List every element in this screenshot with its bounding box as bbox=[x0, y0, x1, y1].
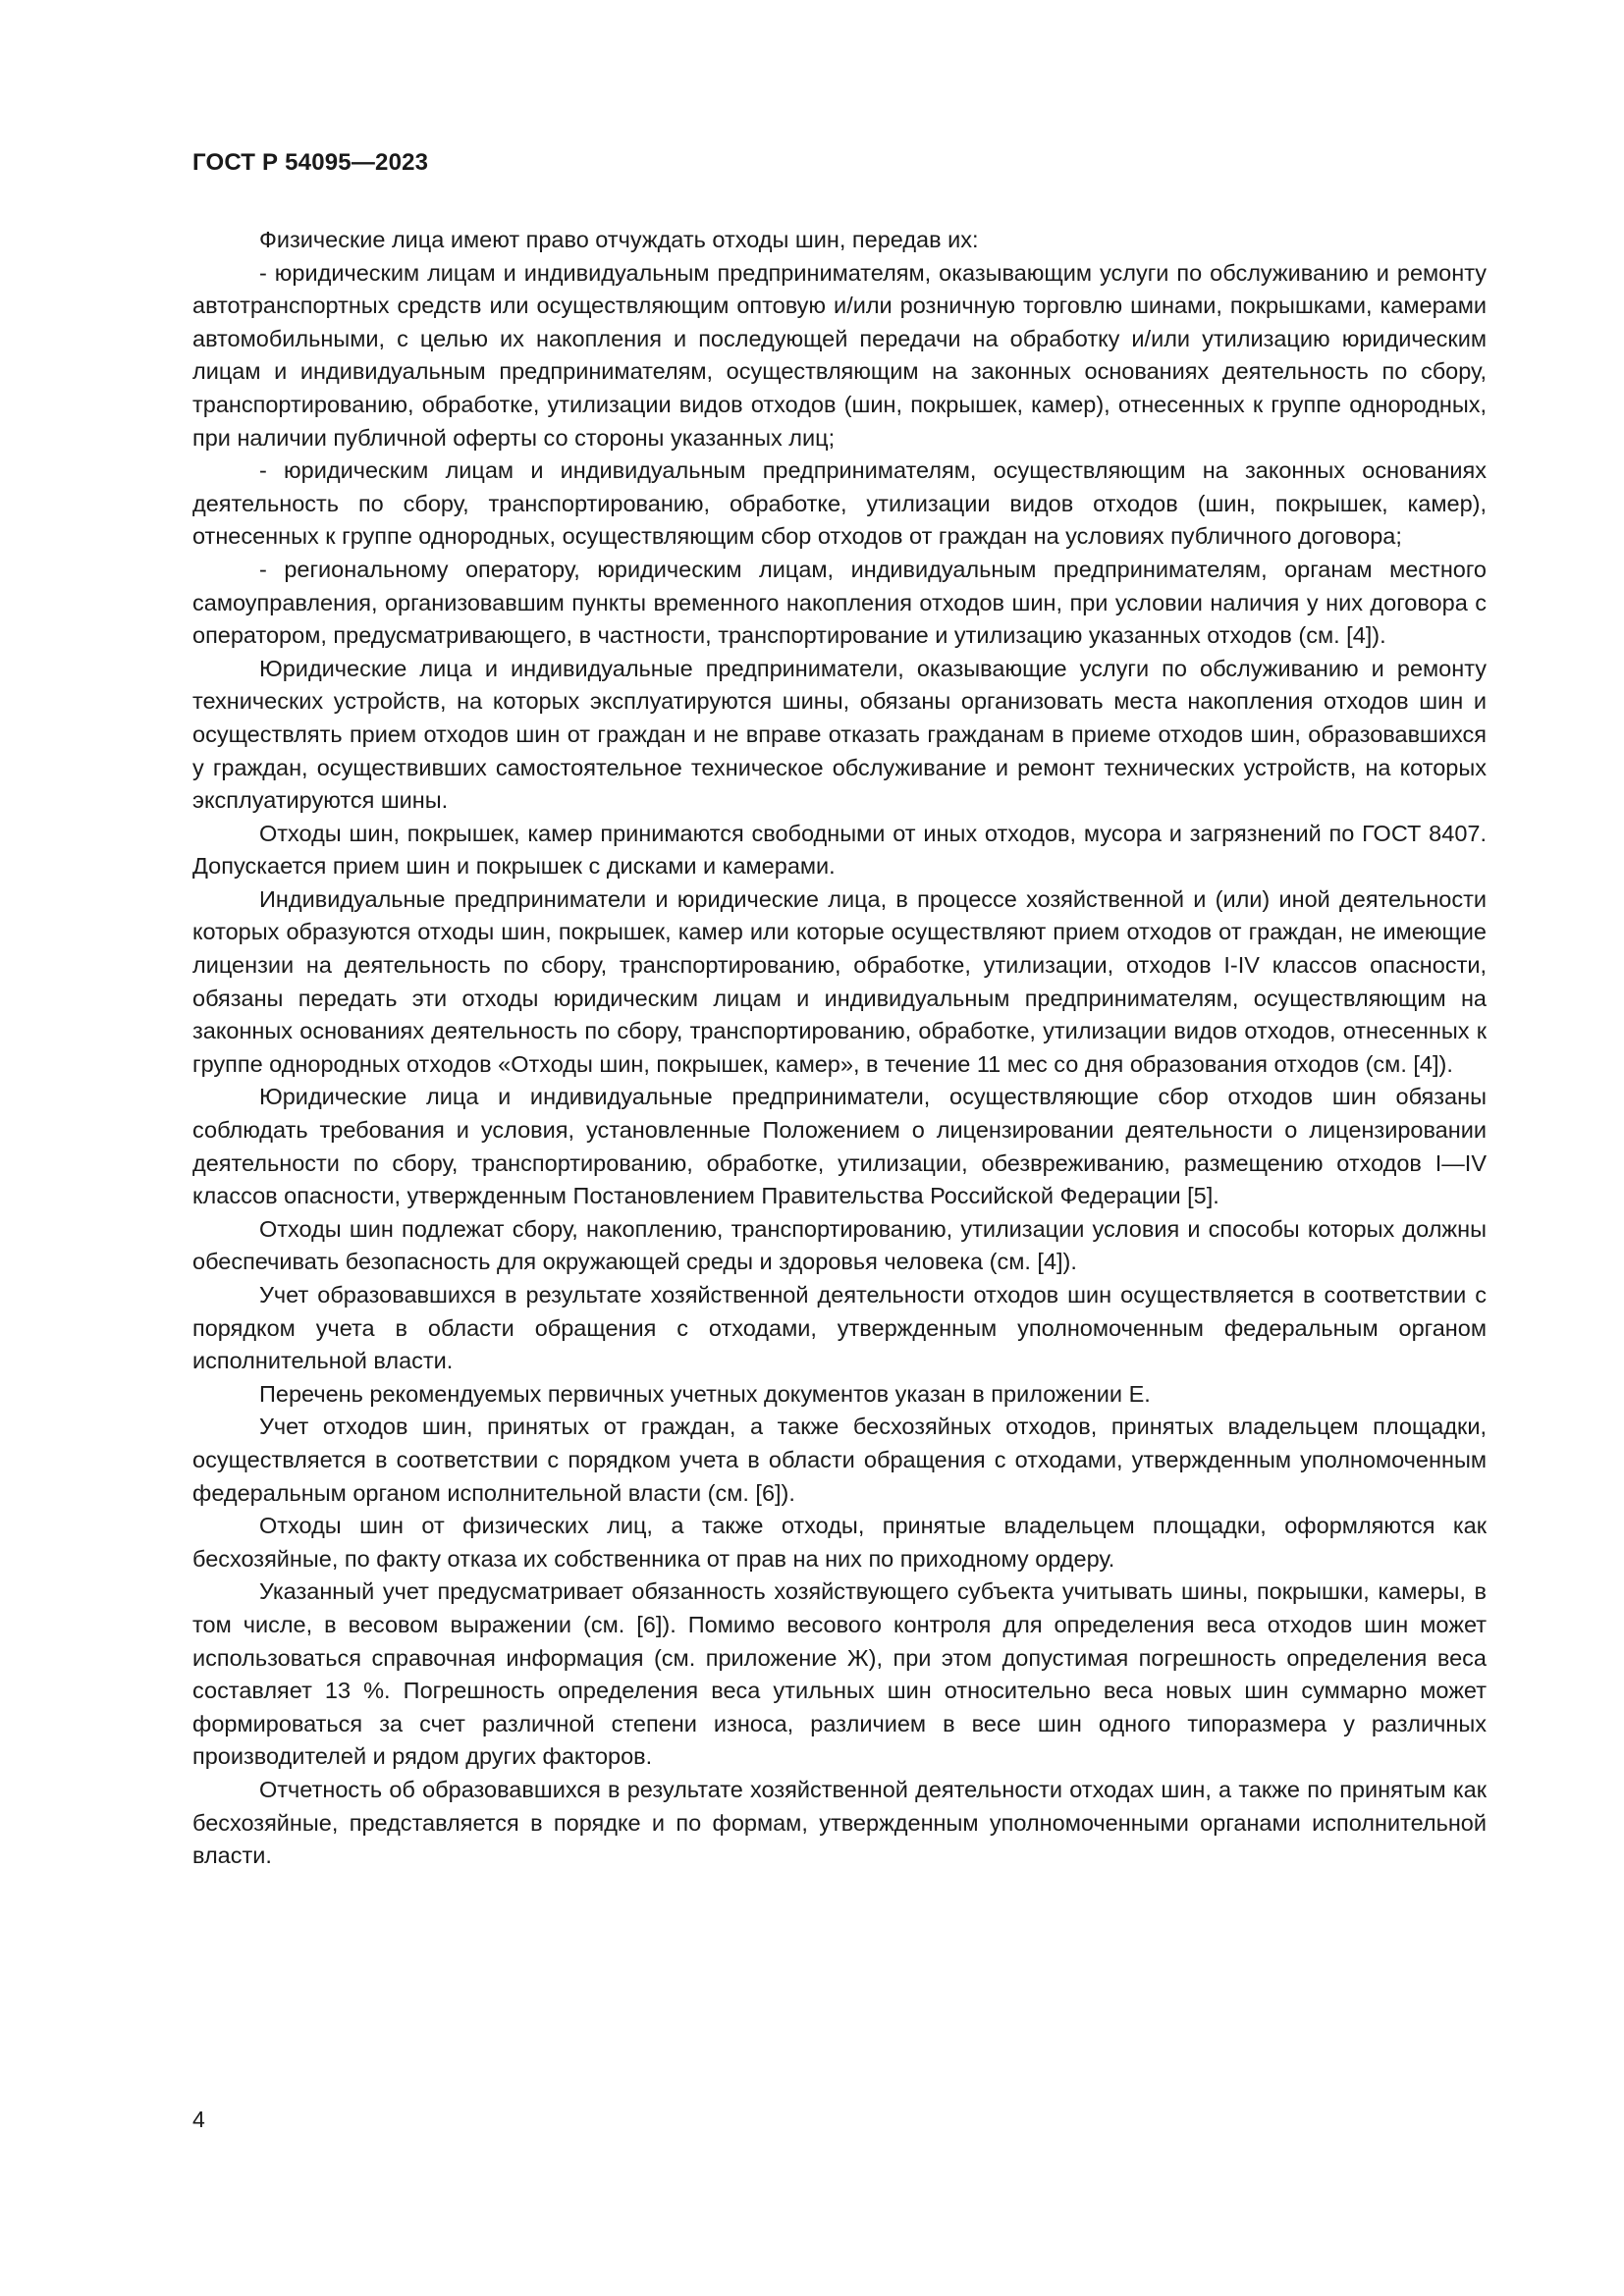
paragraph: Отходы шин, покрышек, камер принимаются свободными от иных отходов, мусора и загрязнений по ГОСТ 8407. Допускается прием шин и покрышек с дисками и камерами. bbox=[192, 820, 1487, 880]
document-body bbox=[192, 224, 1487, 1873]
page-number: 4 bbox=[192, 2107, 205, 2132]
standard-header: ГОСТ Р 54095—2023 bbox=[192, 149, 429, 176]
paragraph: Юридические лица и индивидуальные предприниматели, оказывающие услуги по обслуживанию и ремонту технических устройств, на которых эксплуатируются шины, обязаны организовать места накопления отходов шин и осуществлять прием отходов шин от граждан и не вправе отказать гражданам в приеме отходов шин, образовавшихся у граждан, осуществивших самостоятельное техническое обслуживание и ремонт технических устройств, на которых эксплуатируются шины. bbox=[192, 655, 1487, 814]
paragraph: - юридическим лицам и индивидуальным предпринимателям, осуществляющим на законных основаниях деятельность по сбору, транспортированию, обработке, утилизации видов отходов (шин, покрышек, камер), отнесенных к группе однородных, осуществляющим сбор отходов от граждан на условиях публичного договора; bbox=[192, 457, 1487, 550]
paragraph: Отчетность об образовавшихся в результате хозяйственной деятельности отходах шин, а также по принятым как бесхозяйные, представляется в порядке и по формам, утвержденным уполномоченными органами исполнительной власти. bbox=[192, 1776, 1487, 1869]
paragraph: Учет отходов шин, принятых от граждан, а также бесхозяйных отходов, принятых владельцем площадки, осуществляется в соответствии с порядком учета в области обращения с отходами, утвержденным уполномоченным федеральным органом исполнительной власти (см. [6]). bbox=[192, 1414, 1487, 1506]
paragraph: Учет образовавшихся в результате хозяйственной деятельности отходов шин осуществляется в соответствии с порядком учета в области обращения с отходами, утвержденным уполномоченным федеральным органом исполнительной власти. bbox=[192, 1282, 1487, 1374]
paragraph: Отходы шин подлежат сбору, накоплению, транспортированию, утилизации условия и способы которых должны обеспечивать безопасность для окружающей среды и здоровья человека (см. [4]). bbox=[192, 1215, 1487, 1275]
paragraph: - юридическим лицам и индивидуальным предпринимателям, оказывающим услуги по обслуживанию и ремонту автотранспортных средств или осуществляющим оптовую и/или розничную торговлю шинами, покрышками, камерами автомобильными, с целью их накопления и последующей передачи на обработку и/или утилизацию юридическим лицам и индивидуальным предпринимателям, осуществляющим на законных основаниях деятельность по сбору, транспортированию, обработке, утилизации видов отходов (шин, покрышек, камер), отнесенных к группе однородных, при наличии публичной оферты со стороны указанных лиц; bbox=[192, 259, 1487, 451]
paragraph: Отходы шин от физических лиц, а также отходы, принятые владельцем площадки, оформляются как бесхозяйные, по факту отказа их собственника от прав на них по приходному ордеру. bbox=[192, 1513, 1487, 1572]
paragraph: Юридические лица и индивидуальные предприниматели, осуществляющие сбор отходов шин обязаны соблюдать требования и условия, установленные Положением о лицензировании деятельности о лицензировании деятельности по сбору, транспортированию, обработке, утилизации, обезвреживанию, размещению отходов I—IV классов опасности, утвержденным Постановлением Правительства Российской Федерации [5]. bbox=[192, 1084, 1487, 1209]
paragraph: Указанный учет предусматривает обязанность хозяйствующего субъекта учитывать шины, покрышки, камеры, в том числе, в весовом выражении (см. [6]). Помимо весового контроля для определения веса отходов шин может использоваться справочная информация (см. приложение Ж), при этом допустимая погрешность определения веса составляет 13 %. Погрешность определения веса утильных шин относительно веса новых шин суммарно может формироваться за счет различной степени износа, различием в весе шин одного типоразмера у различных производителей и рядом других факторов. bbox=[192, 1578, 1487, 1770]
paragraph: Физические лица имеют право отчуждать отходы шин, передав их: bbox=[259, 227, 979, 252]
paragraph: Индивидуальные предприниматели и юридические лица, в процессе хозяйственной и (или) иной деятельности которых образуются отходы шин, покрышек, камер или которые осуществляют прием отходов от граждан, не имеющие лицензии на деятельность по сбору, транспортированию, обработке, утилизации, отходов I-IV классов опасности, обязаны передать эти отходы юридическим лицам и индивидуальным предпринимателям, осуществляющим на законных основаниях деятельность по сбору, транспортированию, обработке, утилизации видов отходов, отнесенных к группе однородных отходов «Отходы шин, покрышек, камер», в течение 11 мес со дня образования отходов (см. [4]). bbox=[192, 885, 1487, 1077]
paragraph: Перечень рекомендуемых первичных учетных документов указан в приложении Е. bbox=[259, 1380, 1151, 1407]
paragraph: - региональному оператору, юридическим лицам, индивидуальным предпринимателям, органам местного самоуправления, организовавшим пункты временного накопления отходов шин, при условии наличия у них договора с оператором, предусматривающего, в частности, транспортирование и утилизацию указанных отходов (см. [4]). bbox=[192, 556, 1487, 649]
